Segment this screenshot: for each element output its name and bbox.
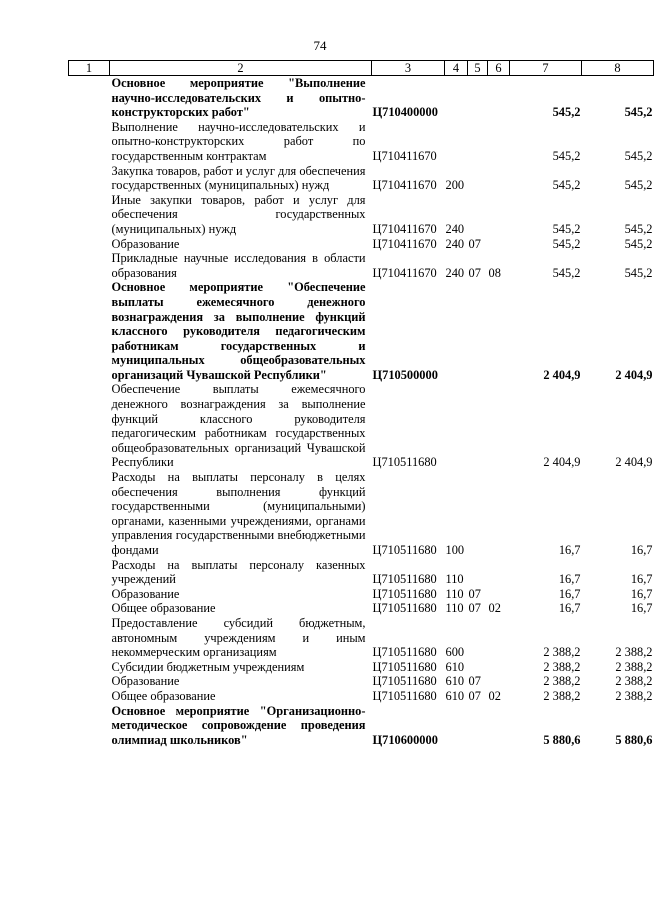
row-expense-type: 610 — [445, 674, 465, 689]
table-row — [69, 382, 654, 470]
row-blank-cell — [69, 382, 110, 470]
row-name: Иные закупки товаров, работ и услуг для обеспечения государственных (муниципальных) нужд — [111, 192, 366, 236]
row-blank-cell — [69, 280, 110, 382]
table-body — [69, 76, 654, 748]
row-expense-type: 610 — [445, 688, 465, 703]
row-subsection — [488, 237, 510, 252]
row-section — [468, 382, 488, 470]
row-section — [468, 660, 488, 675]
column-number-row — [69, 61, 654, 76]
row-target-article: Ц710411670 — [372, 265, 437, 280]
row-amount-1: 16,7 — [558, 572, 581, 587]
row-subsection — [488, 674, 510, 689]
row-name: Прикладные научные исследования в области образования — [111, 251, 366, 280]
row-subsection — [488, 164, 510, 193]
row-blank-cell — [69, 689, 110, 704]
column-header-1: 1 — [69, 61, 110, 76]
row-expense-type — [445, 280, 468, 382]
row-name: Предоставление субсидий бюджетным, автономным учреждениям и иным некоммерческим организациям — [111, 615, 366, 660]
row-target-article: Ц710511680 — [372, 674, 437, 689]
row-amount-1: 545,2 — [552, 265, 581, 280]
row-blank-cell — [69, 193, 110, 237]
row-section — [468, 76, 488, 120]
table-row — [69, 616, 654, 660]
column-header-6: 6 — [488, 61, 510, 76]
row-expense-type: 240 — [445, 265, 465, 280]
row-name: Расходы на выплаты персоналу казенных учреждений — [111, 557, 366, 587]
row-name: Обеспечение выплаты ежемесячного денежного вознаграждения за выполнение функций классного руководителя педагогическим работникам государственных общеобразовательных организаций Чувашской Республики — [111, 382, 366, 470]
row-name: Выполнение научно-исследовательских и опытно-конструкторских работ по государственным контрактам — [111, 119, 366, 163]
row-expense-type — [445, 704, 468, 748]
row-expense-type: 110 — [445, 572, 464, 587]
row-amount-1: 16,7 — [558, 586, 581, 601]
column-header-5: 5 — [468, 61, 488, 76]
row-name: Образование — [111, 586, 180, 601]
row-subsection — [488, 616, 510, 660]
row-blank-cell — [69, 674, 110, 689]
row-subsection — [488, 280, 510, 382]
row-amount-1: 2 388,2 — [543, 645, 581, 660]
row-amount-2: 545,2 — [624, 265, 653, 280]
row-amount-2: 545,2 — [624, 236, 653, 251]
row-name: Общее образование — [111, 688, 216, 703]
row-subsection — [488, 587, 510, 602]
row-blank-cell — [69, 587, 110, 602]
row-amount-1: 2 404,9 — [543, 455, 581, 470]
row-amount-1: 545,2 — [552, 221, 581, 236]
table-row — [69, 251, 654, 280]
row-blank-cell — [69, 251, 110, 280]
row-target-article: Ц710511680 — [372, 645, 437, 660]
table-row — [69, 76, 654, 120]
row-amount-1: 545,2 — [552, 236, 581, 251]
row-section — [468, 558, 488, 587]
row-section — [468, 164, 488, 193]
table-row — [69, 193, 654, 237]
budget-table — [68, 60, 654, 747]
row-name: Основное мероприятие "Выполнение научно-исследовательских и опытно-конструкторских работ" — [111, 76, 366, 120]
row-subsection — [488, 76, 510, 120]
row-amount-1: 545,2 — [552, 178, 581, 193]
row-section — [468, 470, 488, 558]
row-amount-1: 2 404,9 — [543, 367, 581, 382]
row-expense-type: 100 — [445, 543, 465, 557]
row-subsection — [488, 470, 510, 558]
row-target-article: Ц710411670 — [372, 236, 437, 251]
row-amount-1: 16,7 — [558, 543, 581, 557]
column-header-4: 4 — [445, 61, 468, 76]
row-section: 07 — [468, 674, 481, 689]
table-row — [69, 587, 654, 602]
row-subsection — [488, 120, 510, 164]
table-row — [69, 558, 654, 587]
row-expense-type: 110 — [445, 601, 464, 616]
row-amount-1: 2 388,2 — [543, 659, 581, 674]
row-name: Субсидии бюджетным учреждениям — [111, 659, 305, 674]
row-blank-cell — [69, 120, 110, 164]
row-expense-type: 240 — [445, 221, 465, 236]
row-target-article: Ц710511680 — [372, 688, 437, 703]
row-expense-type: 610 — [445, 659, 465, 674]
table-row — [69, 689, 654, 704]
table-row — [69, 470, 654, 558]
table-row — [69, 280, 654, 382]
row-amount-2: 16,7 — [630, 601, 653, 616]
row-blank-cell — [69, 601, 110, 616]
row-target-article: Ц710411670 — [372, 178, 437, 193]
row-expense-type: 240 — [445, 236, 465, 251]
row-blank-cell — [69, 558, 110, 587]
row-target-article: Ц710511680 — [372, 455, 437, 470]
table-row — [69, 674, 654, 689]
page-number: 74 — [313, 38, 327, 53]
row-name: Образование — [111, 674, 180, 689]
row-subsection — [488, 193, 510, 237]
row-amount-2: 2 388,2 — [615, 659, 653, 674]
row-amount-2: 2 404,9 — [615, 367, 653, 382]
row-amount-1: 16,7 — [558, 601, 581, 616]
row-name: Закупка товаров, работ и услуг для обеспечения государственных (муниципальных) нужд — [111, 163, 366, 193]
row-target-article: Ц710411670 — [372, 221, 437, 236]
row-section: 07 — [468, 688, 481, 703]
row-amount-2: 16,7 — [630, 572, 653, 587]
row-target-article: Ц710500000 — [372, 367, 438, 382]
row-amount-2: 5 880,6 — [615, 732, 653, 747]
row-section: 07 — [468, 586, 481, 601]
row-blank-cell — [69, 470, 110, 558]
table-row — [69, 660, 654, 675]
row-amount-2: 545,2 — [624, 105, 653, 120]
row-amount-2: 16,7 — [630, 586, 653, 601]
row-name: Основное мероприятие "Обеспечение выплаты ежемесячного денежного вознаграждения за выполнение функций классного руководителя педагогическим работникам государственных и муниципальных общеобразовательных организаций Чувашской Республики" — [111, 280, 366, 382]
table-row — [69, 601, 654, 616]
row-amount-1: 2 388,2 — [543, 674, 581, 689]
row-amount-1: 545,2 — [552, 105, 581, 120]
row-subsection — [488, 660, 510, 675]
row-expense-type: 200 — [445, 178, 465, 193]
row-target-article: Ц710511680 — [372, 601, 437, 616]
row-blank-cell — [69, 237, 110, 252]
row-target-article: Ц710511680 — [372, 659, 437, 674]
row-amount-2: 2 388,2 — [615, 645, 653, 660]
column-header-3: 3 — [372, 61, 445, 76]
column-header-8: 8 — [582, 61, 654, 76]
row-blank-cell — [69, 76, 110, 120]
row-name: Расходы на выплаты персоналу в целях обеспечения выполнения функций государственными (муниципальными) органами, казенными учреждениями, органами управления государственными внебюджетными фондами — [111, 470, 366, 557]
row-expense-type: 110 — [445, 586, 464, 601]
row-expense-type — [445, 76, 468, 120]
row-blank-cell — [69, 704, 110, 748]
row-target-article: Ц710511680 — [372, 572, 437, 587]
table-row — [69, 237, 654, 252]
column-header-7: 7 — [510, 61, 582, 76]
row-section — [468, 193, 488, 237]
row-amount-2: 2 388,2 — [615, 688, 653, 703]
row-blank-cell — [69, 660, 110, 675]
row-target-article: Ц710600000 — [372, 732, 438, 747]
table-row — [69, 704, 654, 748]
row-target-article: Ц710400000 — [372, 105, 438, 120]
row-expense-type: 600 — [445, 645, 465, 660]
row-amount-1: 2 388,2 — [543, 688, 581, 703]
row-section: 07 — [468, 236, 481, 251]
table-row — [69, 120, 654, 164]
row-amount-1: 545,2 — [552, 148, 581, 163]
row-amount-2: 2 404,9 — [615, 455, 653, 470]
row-subsection — [488, 558, 510, 587]
row-subsection: 02 — [488, 688, 501, 703]
row-expense-type — [445, 120, 468, 164]
row-section: 07 — [468, 265, 481, 280]
table-row — [69, 164, 654, 193]
row-subsection — [488, 704, 510, 748]
row-section: 07 — [468, 601, 481, 616]
row-target-article: Ц710511680 — [372, 543, 437, 557]
row-blank-cell — [69, 616, 110, 660]
row-amount-2: 2 388,2 — [615, 674, 653, 689]
row-section — [468, 704, 488, 748]
row-target-article: Ц710511680 — [372, 586, 437, 601]
row-name: Основное мероприятие "Организационно-методическое сопровождение проведения олимпиад школьников" — [111, 703, 366, 747]
row-target-article: Ц710411670 — [372, 148, 437, 163]
row-section — [468, 120, 488, 164]
row-section — [468, 616, 488, 660]
row-name: Общее образование — [111, 601, 216, 616]
row-subsection — [488, 382, 510, 470]
row-name: Образование — [111, 236, 180, 251]
row-amount-2: 545,2 — [624, 221, 653, 236]
row-amount-2: 16,7 — [630, 543, 653, 557]
row-section — [468, 280, 488, 382]
row-amount-2: 545,2 — [624, 178, 653, 193]
row-amount-1: 5 880,6 — [543, 732, 581, 747]
column-header-2: 2 — [110, 61, 372, 76]
row-blank-cell — [69, 164, 110, 193]
row-subsection: 08 — [488, 265, 501, 280]
row-subsection: 02 — [488, 601, 501, 616]
row-expense-type — [445, 382, 468, 470]
row-amount-2: 545,2 — [624, 148, 653, 163]
